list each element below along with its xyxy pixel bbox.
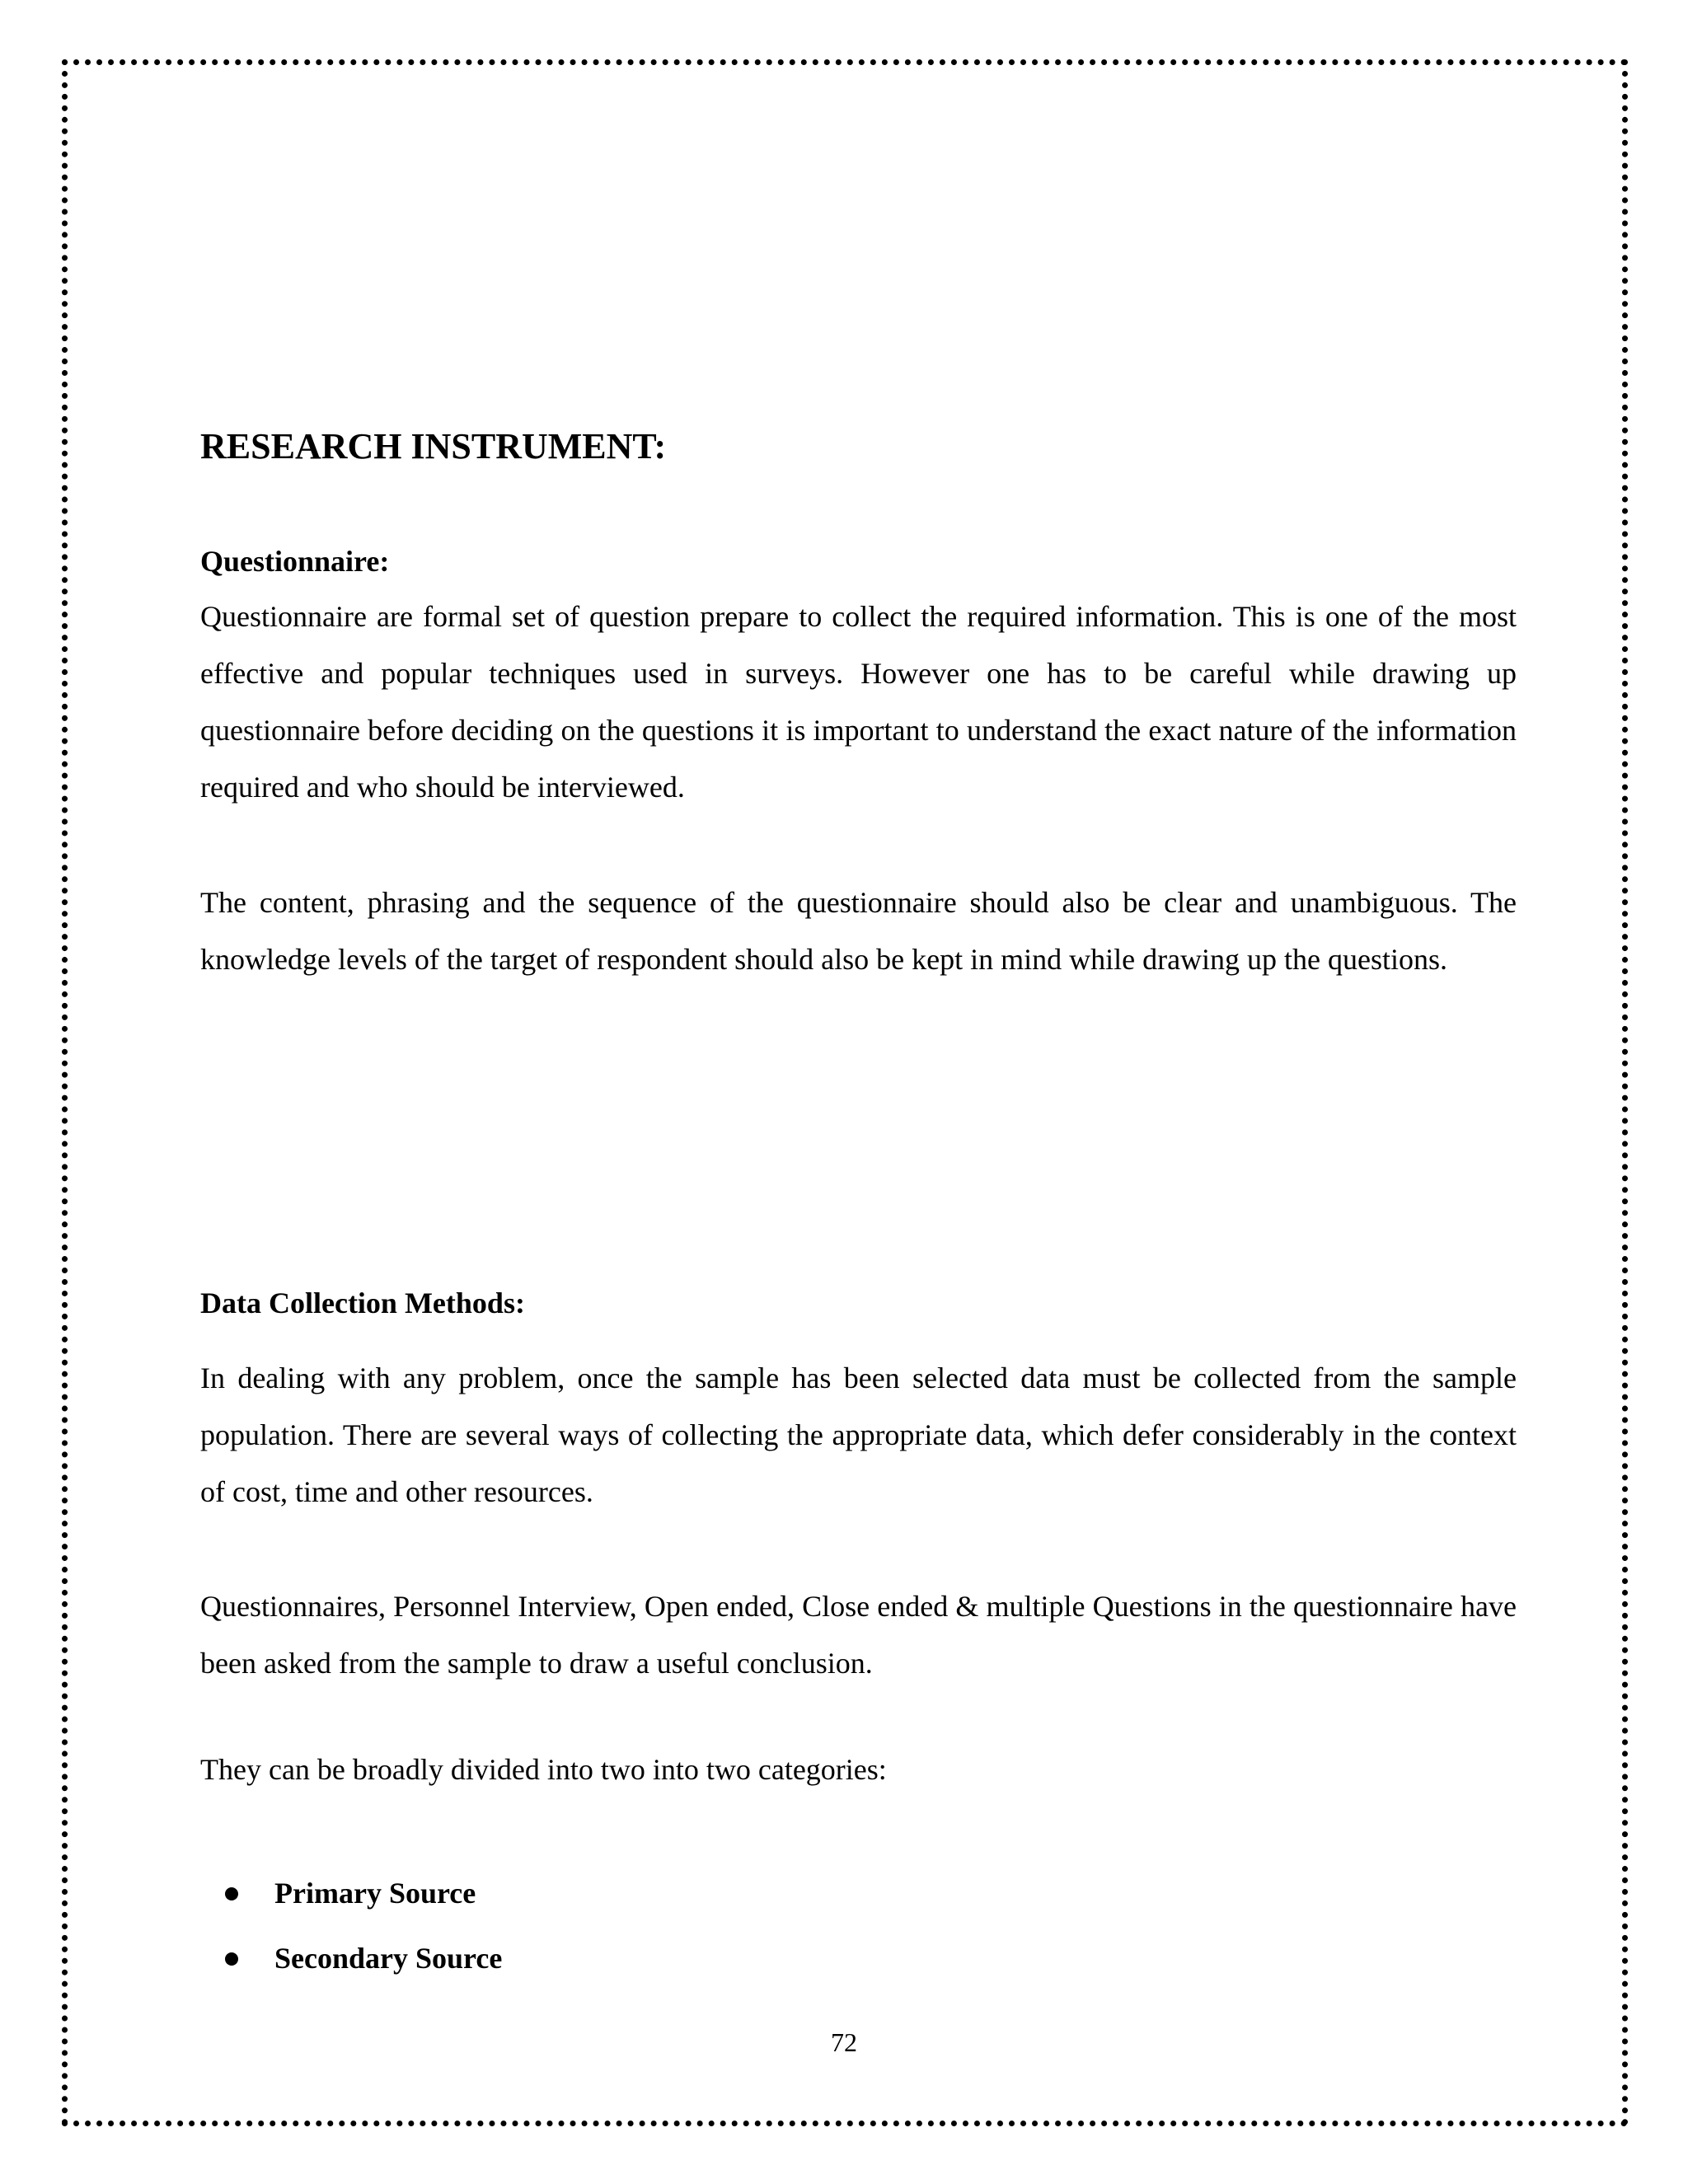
page-border [62,59,1628,2126]
paragraph-questionnaire-definition: Questionnaire are formal set of question prepare to collect the required information. This is one of the most effective and popular techniques used in surveys. However one has to be careful while drawing up questionnaire before deciding on the questions it is important to understand the exact nature of the information required and who should be interviewed. [200,600,1517,804]
list-item-label: Primary Source [274,1877,476,1910]
bullet-icon [225,1952,238,1966]
section-heading-questionnaire: Questionnaire: [200,545,390,578]
bullet-icon [225,1887,238,1900]
paragraph-data-collection-methods: Questionnaires, Personnel Interview, Open ended, Close ended & multiple Questions in the questionnaire have been asked from the sample to draw a useful conclusion. [200,1590,1517,1680]
document-title: RESEARCH INSTRUMENT: [200,426,667,466]
page-number: 72 [831,2027,857,2057]
paragraph-questionnaire-content: The content, phrasing and the sequence of the questionnaire should also be clear and unambiguous. The knowledge levels of the target of respondent should also be kept in mind while drawing up the questions. [200,886,1517,976]
section-heading-data-collection: Data Collection Methods: [200,1286,525,1319]
list-item-label: Secondary Source [274,1942,503,1975]
paragraph-data-collection-intro: In dealing with any problem, once the sample has been selected data must be collected from the sample population. There are several ways of collecting the appropriate data, which defer considerably in the context of cost, time and other resources. [200,1361,1517,1508]
paragraph-categories: They can be broadly divided into two into two categories: [200,1753,887,1786]
